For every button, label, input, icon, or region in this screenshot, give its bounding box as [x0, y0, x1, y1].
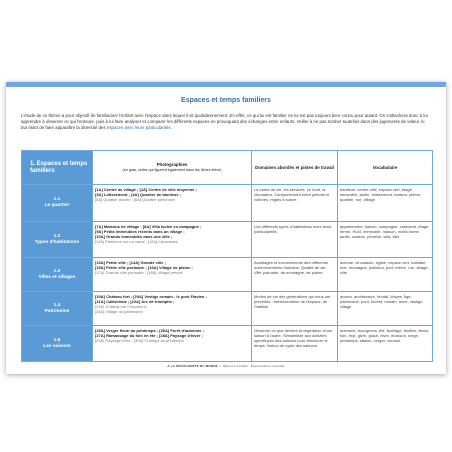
- intro-highlight: espaces avec leurs particularités.: [106, 125, 172, 131]
- top-accent-bar: [6, 82, 446, 87]
- row-name: Les saisons: [43, 343, 71, 349]
- photo-reference: [27A] Ramassage du foin en été ; [28A] Paysage d'hiver ;: [95, 332, 203, 338]
- vocab-cell: automne, bourgeons, été, feuillage, feuilles, fleurs, foin, fruit, givre, glace, hiver, moisson, neige, printemps, saison, verger, verdure: [338, 326, 433, 362]
- photo-reference: [13A] Petite ville ; [14A] Grande ville ;: [95, 259, 166, 265]
- page-title: Espaces et temps familiers: [181, 97, 271, 104]
- footer-mid: Éditions ACCÈS: [223, 364, 248, 368]
- row-name: Patrimoine: [44, 308, 70, 314]
- row-number: 1.5: [53, 337, 61, 343]
- photo-reference: [25A] Verger fleuri au printemps ; [26A] Forêt d'automne ;: [95, 327, 204, 333]
- table-row: [22, 326, 433, 362]
- table-row: [22, 222, 433, 258]
- photo-reference: [19A] Château fort ; [20A] Vestige romain : le pont Flavien ;: [95, 293, 207, 299]
- photo-reference: [24A] Village du patrimoine: [95, 309, 143, 315]
- photo-reference: [1A] Centre de village ; [2A] Centre de ville moyenne ;: [95, 186, 197, 192]
- row-number: 1.1: [53, 197, 61, 202]
- header-photos: [93, 151, 252, 185]
- photos-cell: [93, 292, 252, 326]
- row-number: 1.4: [53, 302, 61, 308]
- themes-table: [21, 150, 433, 362]
- photo-reference: [7A] Maisons de village ; [8A] Villa isolée en campagne ;: [95, 223, 202, 229]
- photo-reference: [29A] Paysage d'été ; [30A] Champs au printemps: [95, 337, 184, 343]
- vocab-cell: appartement, balcon, campagne, caravane, étage, ferme, HLM, immeuble, maison, mobil-home, jardin, maison, péniche, villa, ville: [338, 222, 433, 258]
- header-photos-sub: (en gras, celles qui figurent également dans les fiches élève): [122, 167, 222, 172]
- vocab-cell: ancien, architecture, féodal, Moyen Âge, patrimoine, pont, récent, romain, ruine, vestige, village: [338, 292, 433, 326]
- row-label: [22, 326, 93, 362]
- intro-text: L'étude de ce thème a pour objectif de familiariser l'enfant avec l'espace dans lequel il vit quotidiennement. En effet, ce qui lui est familier ne lui est pas toujours bien connu pour autant. On s'attachera donc à lui apprendre à observer ce qui l'entoure, puis à lui faire analyser et comparer les différents espaces en provoquant des échanges entre enfants. Veiller à ne pas tomber toutefois dans des jugements de valeur, le but étant de faire apparaître la diversité des: [21, 113, 428, 131]
- row-label: [22, 258, 93, 292]
- document-sheet: [6, 82, 446, 374]
- table-row: [22, 258, 433, 292]
- photo-reference: [9A] Petits immeubles récents dans un village ;: [95, 228, 185, 234]
- row-name: Villes et villages: [38, 274, 76, 280]
- photo-reference: [11A] Péniches sur un canal ; [12A] Caravanes: [95, 239, 178, 245]
- row-number: 1.3: [53, 268, 61, 274]
- photo-reference: [3A] Lotissement ; [4A] Quartier de banlieue ;: [95, 191, 182, 197]
- photos-cell: [93, 258, 252, 292]
- photo-reference: [23A] Château de Chaumont ;: [95, 303, 148, 309]
- domains-cell: Le cadre de vie, les services. Le bruit, la circulation. Comportement entre piétons et voitures, règles à suivre.: [252, 185, 338, 222]
- row-name: Le quartier: [44, 203, 70, 208]
- footer-left: À LA DÉCOUVERTE DU MONDE: [167, 364, 218, 368]
- photo-reference: [21A] Cathédrale ; [22A] Arc de triomphe ;: [95, 298, 175, 304]
- table-row: [22, 292, 433, 326]
- intro-paragraph: [21, 113, 432, 131]
- vocab-cell: banlieue, centre-ville, espace vert, étage, immeuble, jardin, lotissement, maison, piéton, quartier, rue, village: [338, 185, 433, 222]
- header-domains: Domaines abordés et pistes de travail: [252, 151, 338, 185]
- domains-cell: Observer ce que devient la végétation d'une saison à l'autre. Sensibiliser aux activités spécifiques des saisons pour structurer le temps. Notion de cycle des saisons.: [252, 326, 338, 362]
- table-header-row: [22, 151, 433, 185]
- photo-reference: [17A] Grande ville portuaire ; [18A] Village perché: [95, 269, 183, 275]
- photos-cell: [93, 222, 252, 258]
- domains-cell: Les différents types d'habitations avec leurs particularités.: [252, 222, 338, 258]
- photo-reference: [5A] Quartier ancien ; [6A] Quartier piétonnier: [95, 196, 176, 202]
- corner-header: 1. Espaces et temps familiers: [22, 151, 93, 185]
- row-number: 1.2: [53, 233, 61, 239]
- photo-reference: [15A] Petite ville portuaire ; [16A] Village de plaine ;: [95, 264, 193, 270]
- row-label: [22, 292, 93, 326]
- domains-cell: Avantages et inconvénients des différents environnements humains. Qualité de vie. Ville portuaire, de montagne, de plaine.: [252, 258, 338, 292]
- domains-cell: Modes de vie des générations qui nous ont précédés ; transformation de l'espace, de l'habitat.: [252, 292, 338, 326]
- row-label: [22, 185, 93, 222]
- photo-reference: [10A] Grands immeubles dans une ville ;: [95, 233, 173, 239]
- row-name: Types d'habitations: [34, 239, 80, 245]
- table-row: [22, 185, 433, 222]
- photos-cell: [93, 185, 252, 222]
- header-vocab: Vocabulaire: [338, 151, 433, 185]
- photos-cell: [93, 326, 252, 362]
- header-photos-label: Photographies: [156, 162, 188, 168]
- footer: À LA DÉCOUVERTE DU MONDE • Éditions ACCÈS Reproduction interdite: [167, 364, 285, 368]
- footer-right: Reproduction interdite: [250, 364, 285, 368]
- vocab-cell: avenue, circulation, église, espace vert, habitant, mer, montagne, pollution, port, rivière, rue, village, ville: [338, 258, 433, 292]
- row-label: [22, 222, 93, 258]
